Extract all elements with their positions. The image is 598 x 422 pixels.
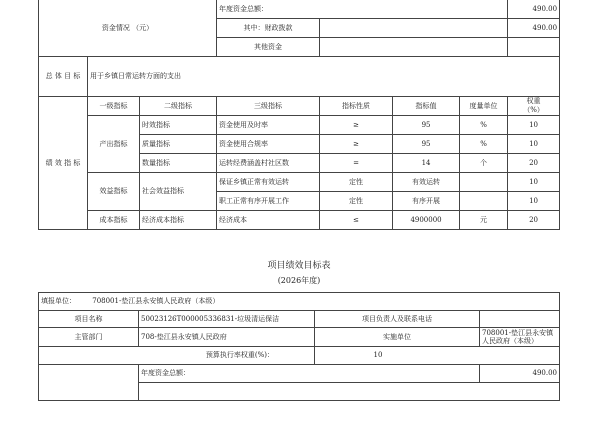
level1-output: 产出指标 [88, 116, 140, 173]
unit-cell [460, 192, 508, 211]
level2-cell: 数量指标 [140, 154, 217, 173]
fiscal-spacer [320, 19, 508, 38]
value-cell: 4900000 [393, 211, 460, 230]
project-name-value: 50023126T000005336831-垃圾清运保洁 [139, 311, 315, 328]
value-cell: 有效运转 [393, 173, 460, 192]
level2-cell: 时效指标 [140, 116, 217, 135]
level3-cell: 资金使用合规率 [217, 135, 320, 154]
reporting-unit-row [39, 293, 560, 311]
value-cell: 14 [393, 154, 460, 173]
fiscal-year: (2026年度) [277, 276, 321, 285]
budget-rate-label: 预算执行率权重(%)： [39, 347, 315, 365]
top-performance-table [38, 0, 560, 230]
weight-cell: 20 [508, 211, 560, 230]
funding-label-lower [39, 365, 139, 401]
reporting-unit-value: 708001-垫江县永安镇人民政府（本级） [92, 297, 220, 305]
other-funds-label: 其他资金 [217, 38, 320, 57]
header-nature: 指标性质 [320, 97, 393, 116]
overall-goal-text: 用于乡镇日常运转方面的支出 [88, 57, 560, 97]
fiscal-label: 其中：财政拨款 [217, 19, 320, 38]
table-row [39, 173, 560, 192]
level3-cell: 职工正常有序开展工作 [217, 192, 320, 211]
dept-value: 708-垫江县永安镇人民政府 [139, 328, 315, 347]
weight-cell: 10 [508, 192, 560, 211]
level2-cell: 质量指标 [140, 135, 217, 154]
nature-cell: 定性 [320, 173, 393, 192]
header-level2: 二级指标 [140, 97, 217, 116]
value-cell: 95 [393, 116, 460, 135]
project-name-label: 项目名称 [39, 311, 139, 328]
level3-cell: 运转经费涵盖村社区数 [217, 154, 320, 173]
reporting-unit-label: 填报单位： [41, 297, 76, 305]
lower-continuation [139, 383, 560, 401]
value-cell: 有序开展 [393, 192, 460, 211]
performance-indicator-label: 绩 效 指 标 [39, 97, 88, 230]
unit-cell: 个 [460, 154, 508, 173]
table-row [39, 211, 560, 230]
level3-cell: 保证乡镇正常有效运转 [217, 173, 320, 192]
table-row [39, 116, 560, 135]
budget-rate-value: 10 [315, 347, 560, 365]
weight-cell: 10 [508, 116, 560, 135]
unit-cell: % [460, 116, 508, 135]
other-funds-value [508, 38, 560, 57]
unit-cell [460, 173, 508, 192]
header-level3: 三级指标 [217, 97, 320, 116]
impl-unit-value: 708001-垫江县永安镇人民政府（本级） [480, 328, 560, 347]
funding-label: 资金情况 （元） [39, 0, 217, 57]
overall-goal-label: 总 体 目 标 [39, 57, 88, 97]
annual-total-value: 490.00 [508, 0, 560, 19]
level3-cell: 资金使用及时率 [217, 116, 320, 135]
dept-label: 主管部门 [39, 328, 139, 347]
other-spacer [320, 38, 508, 57]
annual-total-value-lower: 490.00 [480, 365, 560, 383]
nature-cell: ≥ [320, 116, 393, 135]
level2-cell: 经济成本指标 [140, 211, 217, 230]
impl-unit-label: 实施单位 [315, 328, 480, 347]
annual-total-label: 年度资金总额： [217, 0, 508, 19]
nature-cell: ≤ [320, 211, 393, 230]
fiscal-value: 490.00 [508, 19, 560, 38]
project-owner-value [480, 311, 560, 328]
level1-benefit: 效益指标 [88, 173, 140, 211]
unit-cell: 元 [460, 211, 508, 230]
nature-cell: 定性 [320, 192, 393, 211]
unit-cell: % [460, 135, 508, 154]
weight-cell: 10 [508, 135, 560, 154]
header-level1: 一级指标 [88, 97, 140, 116]
weight-cell: 20 [508, 154, 560, 173]
annual-total-label-lower: 年度资金总额： [139, 365, 480, 383]
level1-cost: 成本指标 [88, 211, 140, 230]
level2-cell: 社会效益指标 [140, 173, 217, 211]
header-unit: 度量单位 [460, 97, 508, 116]
nature-cell: = [320, 154, 393, 173]
project-owner-label: 项目负责人及联系电话 [315, 311, 480, 328]
value-cell: 95 [393, 135, 460, 154]
header-value: 指标值 [393, 97, 460, 116]
page-title: 项目绩效目标表 [267, 261, 331, 271]
project-info-table [38, 292, 560, 401]
weight-cell: 10 [508, 173, 560, 192]
header-weight: 权重 （%） [508, 97, 560, 116]
nature-cell: ≥ [320, 135, 393, 154]
level3-cell: 经济成本 [217, 211, 320, 230]
